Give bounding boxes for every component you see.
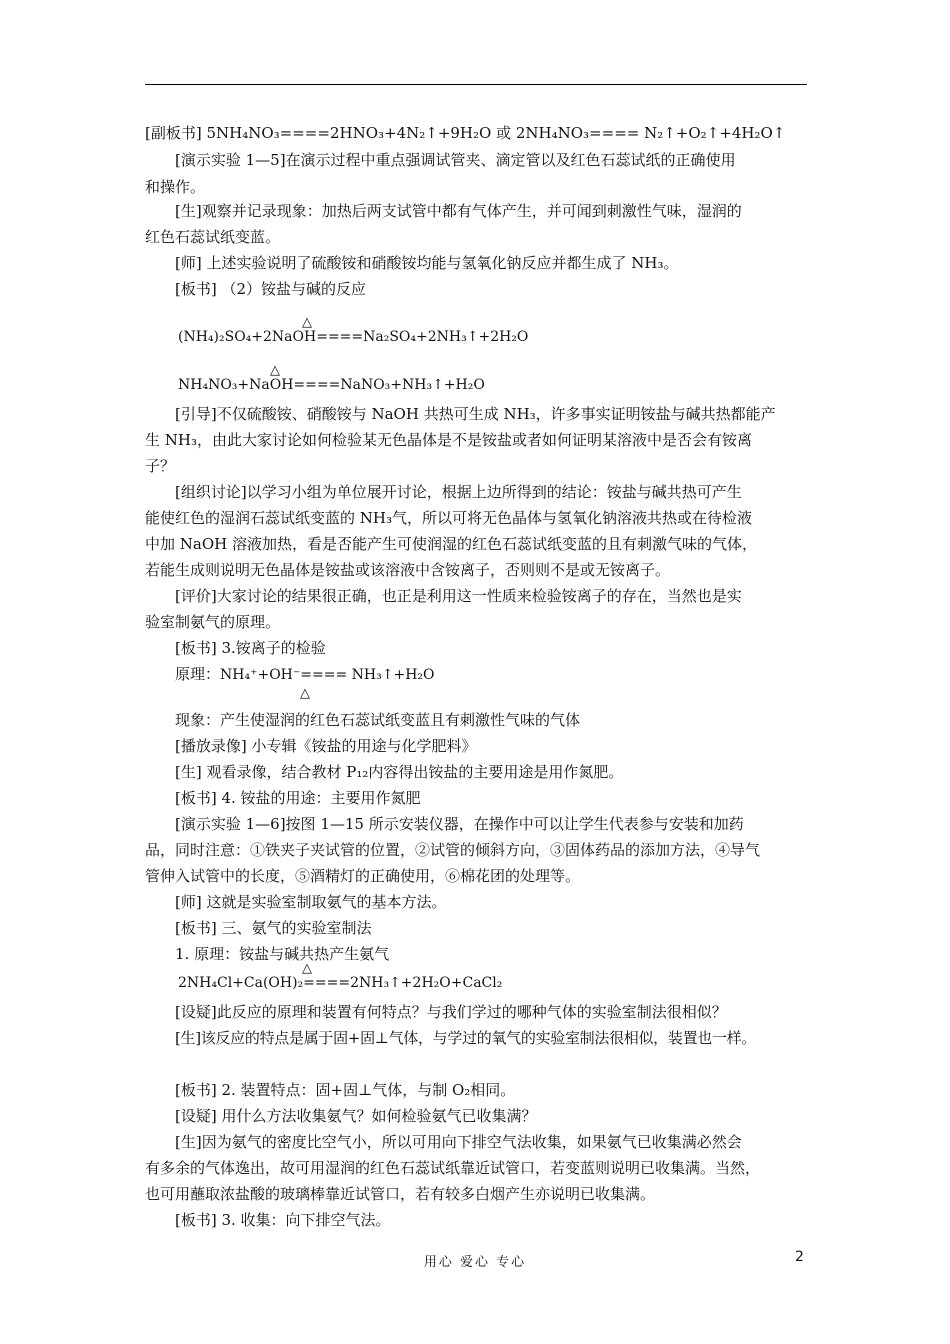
text-line: 和操作。 bbox=[145, 178, 206, 196]
text-line: [师] 上述实验说明了硫酸铵和硝酸铵均能与氢氧化钠反应并都生成了 NH₃。 bbox=[175, 254, 679, 272]
text-line: 能使红色的湿润石蕊试纸变蓝的 NH₃气，所以可将无色晶体与氢氧化钠溶液共热或在待检液 bbox=[145, 509, 752, 527]
page-number: 2 bbox=[795, 1249, 804, 1265]
text-line: 也可用蘸取浓盐酸的玻璃棒靠近试管口，若有较多白烟产生亦说明已收集满。 bbox=[145, 1185, 656, 1203]
text-line: [板书] 2. 装置特点：固+固⊥气体，与制 O₂相同。 bbox=[175, 1081, 516, 1099]
text-line: [板书] 三、氨气的实验室制法 bbox=[175, 919, 372, 937]
text-line: 子？ bbox=[145, 457, 176, 475]
equation-label: 原理： bbox=[175, 665, 221, 683]
text-line: 管伸入试管中的长度，⑤酒精灯的正确使用，⑥棉花团的处理等。 bbox=[145, 867, 581, 885]
text-line: [师] 这就是实验室制取氨气的基本方法。 bbox=[175, 893, 447, 911]
text-line: 中加 NaOH 溶液加热，看是否能产生可使润湿的红色石蕊试纸变蓝的且有刺激气味的气体， bbox=[145, 535, 757, 553]
text-line: [演示实验 1—5]在演示过程中重点强调试管夹、滴定管以及红色石蕊试纸的正确使用 bbox=[175, 151, 736, 169]
text-line: [生]观察并记录现象：加热后两支试管中都有气体产生，并可闻到刺激性气味，湿润的 bbox=[175, 202, 742, 220]
equation-ammonium-sulfate: (NH₄)₂SO₄+2NaOH====Na₂SO₄+2NH₃↑+2H₂O bbox=[178, 329, 529, 345]
header-rule bbox=[145, 84, 807, 85]
text-line: [板书] （2）铵盐与碱的反应 bbox=[175, 280, 367, 298]
text-line: [播放录像] 小专辑《铵盐的用途与化学肥料》 bbox=[175, 737, 477, 755]
ammonium-test-equation bbox=[175, 664, 435, 685]
text-line: [板书] 3. 收集：向下排空气法。 bbox=[175, 1211, 391, 1229]
equation-lab-ammonia: 2NH₄Cl+Ca(OH)₂====2NH₃↑+2H₂O+CaCl₂ bbox=[178, 975, 503, 991]
equation-ammonium-nitrate: NH₄NO₃+NaOH====NaNO₃+NH₃↑+H₂O bbox=[178, 377, 485, 393]
text-line: 若能生成则说明无色晶体是铵盐或该溶液中含铵离子，否则则不是或无铵离子。 bbox=[145, 561, 671, 579]
text-line: 品，同时注意：①铁夹子夹试管的位置，②试管的倾斜方向，③固体药品的添加方法，④导气 bbox=[145, 841, 761, 859]
text-line: [生]该反应的特点是属于固+固⊥气体，与学过的氧气的实验室制法很相似，装置也一样。 bbox=[175, 1029, 757, 1047]
text-line: [板书] 4. 铵盐的用途：主要用作氮肥 bbox=[175, 789, 421, 807]
text-line: 现象：产生使湿润的红色石蕊试纸变蓝且有刺激性气味的气体 bbox=[175, 711, 581, 729]
text-line: 生 NH₃，由此大家讨论如何检验某无色晶体是不是铵盐或者如何证明某溶液中是否会有铵离 bbox=[145, 431, 752, 449]
equation-ammonium-test: NH₄⁺+OH⁻==== NH₃↑+H₂O bbox=[220, 667, 435, 683]
text-line: [设疑]此反应的原理和装置有何特点？与我们学过的哪种气体的实验室制法很相似？ bbox=[175, 1003, 727, 1021]
text-line: [组织讨论]以学习小组为单位展开讨论，根据上边所得到的结论：铵盐与碱共热可产生 bbox=[175, 483, 742, 501]
text-line: 红色石蕊试纸变蓝。 bbox=[145, 228, 281, 246]
text-line: [评价]大家讨论的结果很正确，也正是利用这一性质来检验铵离子的存在，当然也是实 bbox=[175, 587, 742, 605]
heat-symbol: △ bbox=[302, 961, 312, 976]
text-line: [副板书] 5NH₄NO₃====2HNO₃+4N₂↑+9H₂O 或 2NH₄NO₃==== N₂↑+O₂↑+4H₂O↑ bbox=[145, 124, 786, 142]
text-line: 验室制氨气的原理。 bbox=[145, 613, 281, 631]
heat-symbol: △ bbox=[302, 315, 312, 330]
text-line: 有多余的气体逸出，故可用湿润的红色石蕊试纸靠近试管口，若变蓝则说明已收集满。当然， bbox=[145, 1159, 761, 1177]
heat-symbol: △ bbox=[270, 363, 280, 378]
text-line: [演示实验 1—6]按图 1—15 所示安装仪器，在操作中可以让学生代表参与安装和加药 bbox=[175, 815, 744, 833]
text-line: [设疑] 用什么方法收集氨气？如何检验氨气已收集满？ bbox=[175, 1107, 537, 1125]
text-line: 1. 原理：铵盐与碱共热产生氨气 bbox=[175, 945, 390, 963]
text-line: [引导]不仅硫酸铵、硝酸铵与 NaOH 共热可生成 NH₃，许多事实证明铵盐与碱共热都能产 bbox=[175, 405, 776, 423]
heat-symbol: △ bbox=[300, 686, 310, 701]
text-line: [生]因为氨气的密度比空气小，所以可用向下排空气法收集，如果氨气已收集满必然会 bbox=[175, 1133, 742, 1151]
page-footer: 用心 爱心 专心 bbox=[423, 1255, 527, 1270]
text-line: [生] 观看录像，结合教材 P₁₂内容得出铵盐的主要用途是用作氮肥。 bbox=[175, 763, 624, 781]
text-line: [板书] 3.铵离子的检验 bbox=[175, 639, 326, 657]
